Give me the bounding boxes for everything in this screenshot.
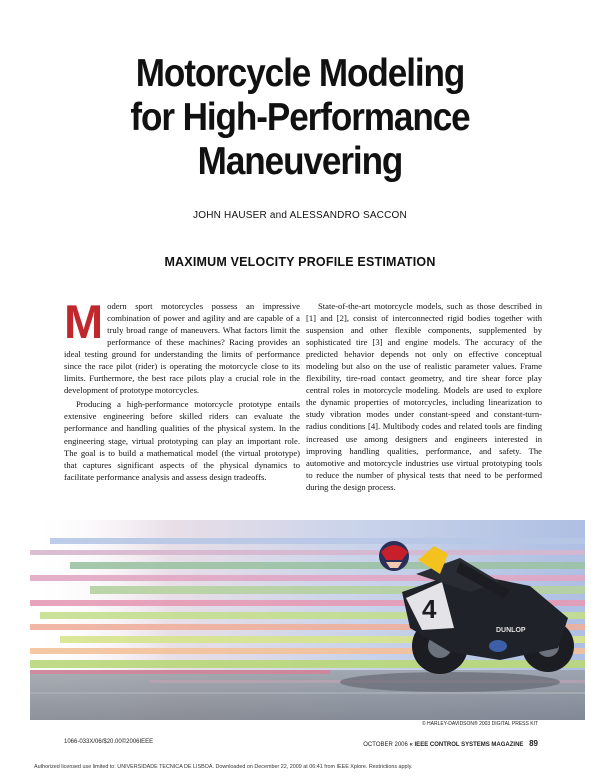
photo-credit: © HARLEY-DAVIDSON® 2003 DIGITAL PRESS KIT	[421, 721, 538, 727]
title-line-1: Motorcycle Modeling	[135, 52, 465, 95]
page-number: 89	[529, 739, 538, 748]
left-paragraph-1	[64, 295, 300, 396]
title-line-3: Maneuvering	[197, 140, 403, 183]
footer-right	[363, 739, 538, 748]
article-title	[30, 52, 570, 184]
title-line-2: for High-Performance	[130, 96, 470, 139]
motorcycle-illustration	[30, 520, 585, 720]
left-paragraph-1-text: odern sport motorcycles possess an impressive combination of power and agility and are capable of a truly broad range of maneuvers. What factors limit the performance of these machines? Racing provides an ideal testing ground for understanding the limits of performance since the race pilot (rider) is operating the motorcycle close to its limits. Furthermore, the best race pilots play a crucial role in the development of prototype motorcycles.	[64, 301, 300, 396]
right-paragraph-1: State-of-the-art motorcycle models, such as those described in [1] and [2], consist of interconnected rigid bodies together with suspension and other flexible components, supplemented by sophisticated tire [3] and engine models. The accuracy of the predicted behavior depends not only on effective conceptual modeling but also on the use of realistic parameter values. Frame flexibility, tire-road contact geometry, and tire shear force play central roles in motorcycle modeling. Models are used to explore the dynamic properties of motorcycles, including linearization to study vibration modes under constant-speed and constant-turn-radius conditions [4]. Multibody codes and related tools are finding increased use among designers and engineers interested in improving handling qualities, performance, and safety. The automotive and motorcycle industries use virtual prototyping tools to reduce the number of physical tests that need to be performed during the design process.	[306, 301, 542, 492]
footer-issn: 1066-033X/06/$20.00©2006IEEE	[64, 739, 154, 745]
drop-cap: M	[64, 295, 104, 348]
section-heading: MAXIMUM VELOCITY PROFILE ESTIMATION	[164, 255, 436, 269]
footer-issue: OCTOBER 2006	[363, 742, 408, 748]
bike-number: 4	[422, 594, 437, 624]
left-column	[64, 295, 300, 485]
motorcycle-photo	[30, 520, 585, 720]
fairing-text: DUNLOP	[496, 627, 526, 634]
author-byline: JOHN HAUSER and ALESSANDRO SACCON	[193, 210, 407, 221]
authorized-use-note: Authorized licensed use limited to: UNIVERSIDADE TECNICA DE LISBOA. Downloaded on December 22, 2009 at 06:41 from IEEE Xplore. Restrictions apply.	[34, 764, 413, 770]
right-column	[306, 300, 542, 495]
left-paragraph-2: Producing a high-performance motorcycle prototype entails extensive engineering before skilled riders can evaluate the performance and handling qualities of the physical system. In the engineering stage, virtual prototyping can play an important role. The goal is to build a mathematical model (the virtual prototype) that captures significant aspects of the physical dynamics to facilitate performance analysis and assess design tradeoffs.	[64, 399, 300, 482]
footer-magazine: « IEEE CONTROL SYSTEMS MAGAZINE	[409, 742, 524, 748]
